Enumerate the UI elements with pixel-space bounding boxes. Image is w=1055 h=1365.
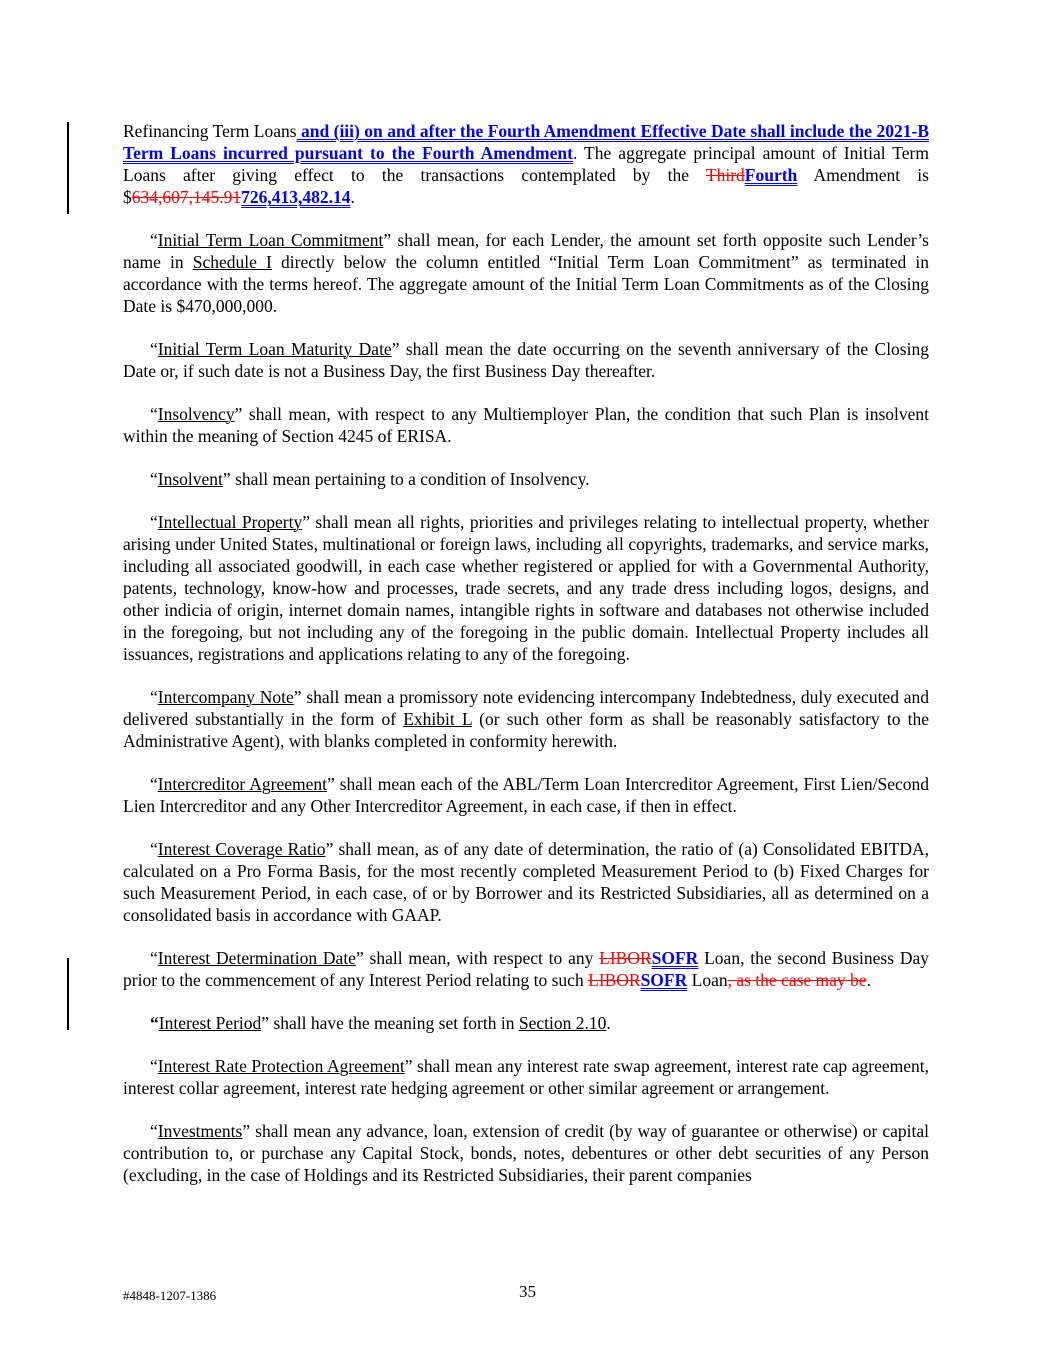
para-interest-period [123, 1012, 929, 1034]
text-run-underline: Interest Rate Protection Agreement [157, 1056, 405, 1076]
text-run-underline: Insolvent [157, 469, 223, 489]
para-interest-coverage-ratio [123, 838, 929, 926]
text-run-underline: Interest Coverage Ratio [157, 839, 326, 859]
text-run-underline: Interest Period [158, 1013, 262, 1033]
change-bar [67, 958, 69, 1030]
para-intercreditor-agreement [123, 773, 929, 817]
text-run-normal: . [866, 970, 871, 990]
para-interest-determination-date [123, 947, 929, 991]
text-run-normal: “ [150, 1056, 158, 1076]
text-run-normal: . The aggregate principal amount of Initial Term Loans after giving effect to the transactions contemplated by the [123, 143, 929, 185]
text-run-normal: ” shall mean any interest rate swap agreement, interest rate cap agreement, interest collar agreement, interest rate hedging agreement or other similar agreement or arrangement. [123, 1056, 929, 1098]
para-intercompany-note [123, 686, 929, 752]
text-run-delete: 634,607,145.91 [131, 187, 242, 207]
text-run-normal: ” shall mean pertaining to a condition of Insolvency. [222, 469, 590, 489]
para-interest-rate-protection-agreement [123, 1055, 929, 1099]
text-run-underline: Section 2.10 [518, 1013, 607, 1033]
text-run-normal: directly below the column entitled “Initial Term Loan Commitment” as terminated in accordance with the terms hereof. The aggregate amount of the Initial Term Loan Commitments as of the Closing Date is $470,000,000. [123, 252, 929, 316]
text-run-underline: Initial Term Loan Commitment [157, 230, 384, 250]
para-investments [123, 1120, 929, 1186]
text-run-delete: Third [705, 165, 745, 185]
para-refinancing-term-loans [123, 120, 929, 208]
para-initial-term-loan-maturity-date [123, 338, 929, 382]
text-run-insert: SOFR [640, 970, 688, 990]
para-insolvent [123, 468, 929, 490]
text-run-normal: Loan, the second Business Day prior to the commencement of any Interest Period relating to such [123, 948, 929, 990]
text-run-normal: “ [150, 339, 158, 359]
change-bar [67, 122, 69, 214]
footer-doc-id: #4848-1207-1386 [123, 1288, 217, 1303]
text-run-normal: Loan [687, 970, 728, 990]
text-run-underline: Investments [157, 1121, 243, 1141]
text-run-underline: Intercreditor Agreement [157, 774, 327, 794]
text-run-insert: Fourth [744, 165, 798, 185]
text-run-insert: 726,413,482.14 [241, 187, 351, 207]
text-run-normal: “ [150, 1121, 158, 1141]
text-run-normal: “ [150, 512, 158, 532]
text-run-delete: LIBOR [588, 970, 641, 990]
text-run-normal: . [350, 187, 355, 207]
text-run-underline: Interest Determination Date [157, 948, 356, 968]
text-run-normal: “ [150, 404, 158, 424]
text-run-normal: ” shall mean, with respect to any Multiemployer Plan, the condition that such Plan is insolvent within the meaning of Section 4245 of ERISA. [123, 404, 929, 446]
text-run-normal: “ [150, 230, 158, 250]
text-run-underline: Schedule I [192, 252, 272, 272]
text-run-normal: (or such other form as shall be reasonably satisfactory to the Administrative Agent), with blanks completed in conformity herewith. [123, 709, 930, 751]
text-run-insert: SOFR [651, 948, 699, 968]
para-initial-term-loan-commitment [123, 229, 929, 317]
text-run-underline: Initial Term Loan Maturity Date [157, 339, 392, 359]
para-insolvency [123, 403, 929, 447]
page-number: 35 [519, 1282, 536, 1301]
text-run-normal: “ [150, 774, 158, 794]
text-run-underline: Intercompany Note [157, 687, 294, 707]
text-run-normal: ” shall mean, as of any date of determination, the ratio of (a) Consolidated EBITDA, calculated on a Pro Forma Basis, for the most recently completed Measurement Period to (b) Fixed Charges for such Measurement Period, in each case, of or by Borrower and its Restricted Subsidiaries, all as determined on a consolidated basis in accordance with GAAP. [123, 839, 929, 925]
text-run-normal: “ [150, 839, 158, 859]
text-run-normal: ” shall mean, with respect to any [355, 948, 600, 968]
text-run-normal: ” shall mean a promissory note evidencing intercompany Indebtedness, duly executed and delivered substantially in the form of [123, 687, 929, 729]
text-run-underline: Exhibit L [403, 709, 472, 729]
text-run-normal: ” shall mean all rights, priorities and privileges relating to intellectual property, whether arising under United States, multinational or foreign laws, including all copyrights, trademarks, and service marks, including all associated goodwill, in each case whether registered or applied for with a Governmental Authority, patents, technology, know-how and processes, trade secrets, and any trade dress including logos, designs, and other indicia of origin, internet domain names, intangible rights in software and databases not otherwise included in the foregoing, but not including any of the foregoing in the public domain. Intellectual Property includes all issuances, registrations and applications relating to any of the foregoing. [123, 512, 929, 664]
text-run-bold: “ [150, 1013, 159, 1033]
text-run-normal: ” shall mean any advance, loan, extension of credit (by way of guarantee or otherwise) or capital contribution to, or purchase any Capital Stock, bonds, notes, debentures or other debt securities of any Person (excluding, in the case of Holdings and its Restricted Subsidiaries, their parent companies [123, 1121, 929, 1185]
text-run-delete: LIBOR [599, 948, 652, 968]
text-run-normal: . [606, 1013, 611, 1033]
para-intellectual-property [123, 511, 929, 665]
text-run-normal: “ [150, 948, 158, 968]
text-run-insert: and (iii) on and after the Fourth Amendment Effective Date shall include the 2021-B Term Loans incurred pursuant to the Fourth Amendment [123, 121, 929, 163]
text-run-normal: ” shall mean each of the ABL/Term Loan Intercreditor Agreement, First Lien/Second Lien Intercreditor and any Other Intercreditor Agreement, in each case, if then in effect. [123, 774, 929, 816]
text-run-normal: “ [150, 469, 158, 489]
document-body [123, 120, 929, 1207]
text-run-normal: Amendment is $ [123, 165, 929, 207]
text-run-normal: Refinancing Term Loans [123, 121, 297, 141]
text-run-underline: Insolvency [157, 404, 235, 424]
text-run-normal: ” shall mean the date occurring on the seventh anniversary of the Closing Date or, if such date is not a Business Day, the first Business Day thereafter. [123, 339, 929, 381]
text-run-normal: ” shall mean, for each Lender, the amount set forth opposite such Lender’s name in [123, 230, 929, 272]
text-run-normal: ” shall have the meaning set forth in [261, 1013, 519, 1033]
text-run-normal: “ [150, 687, 158, 707]
text-run-underline: Intellectual Property [157, 512, 303, 532]
text-run-delete: , as the case may be [727, 970, 867, 990]
